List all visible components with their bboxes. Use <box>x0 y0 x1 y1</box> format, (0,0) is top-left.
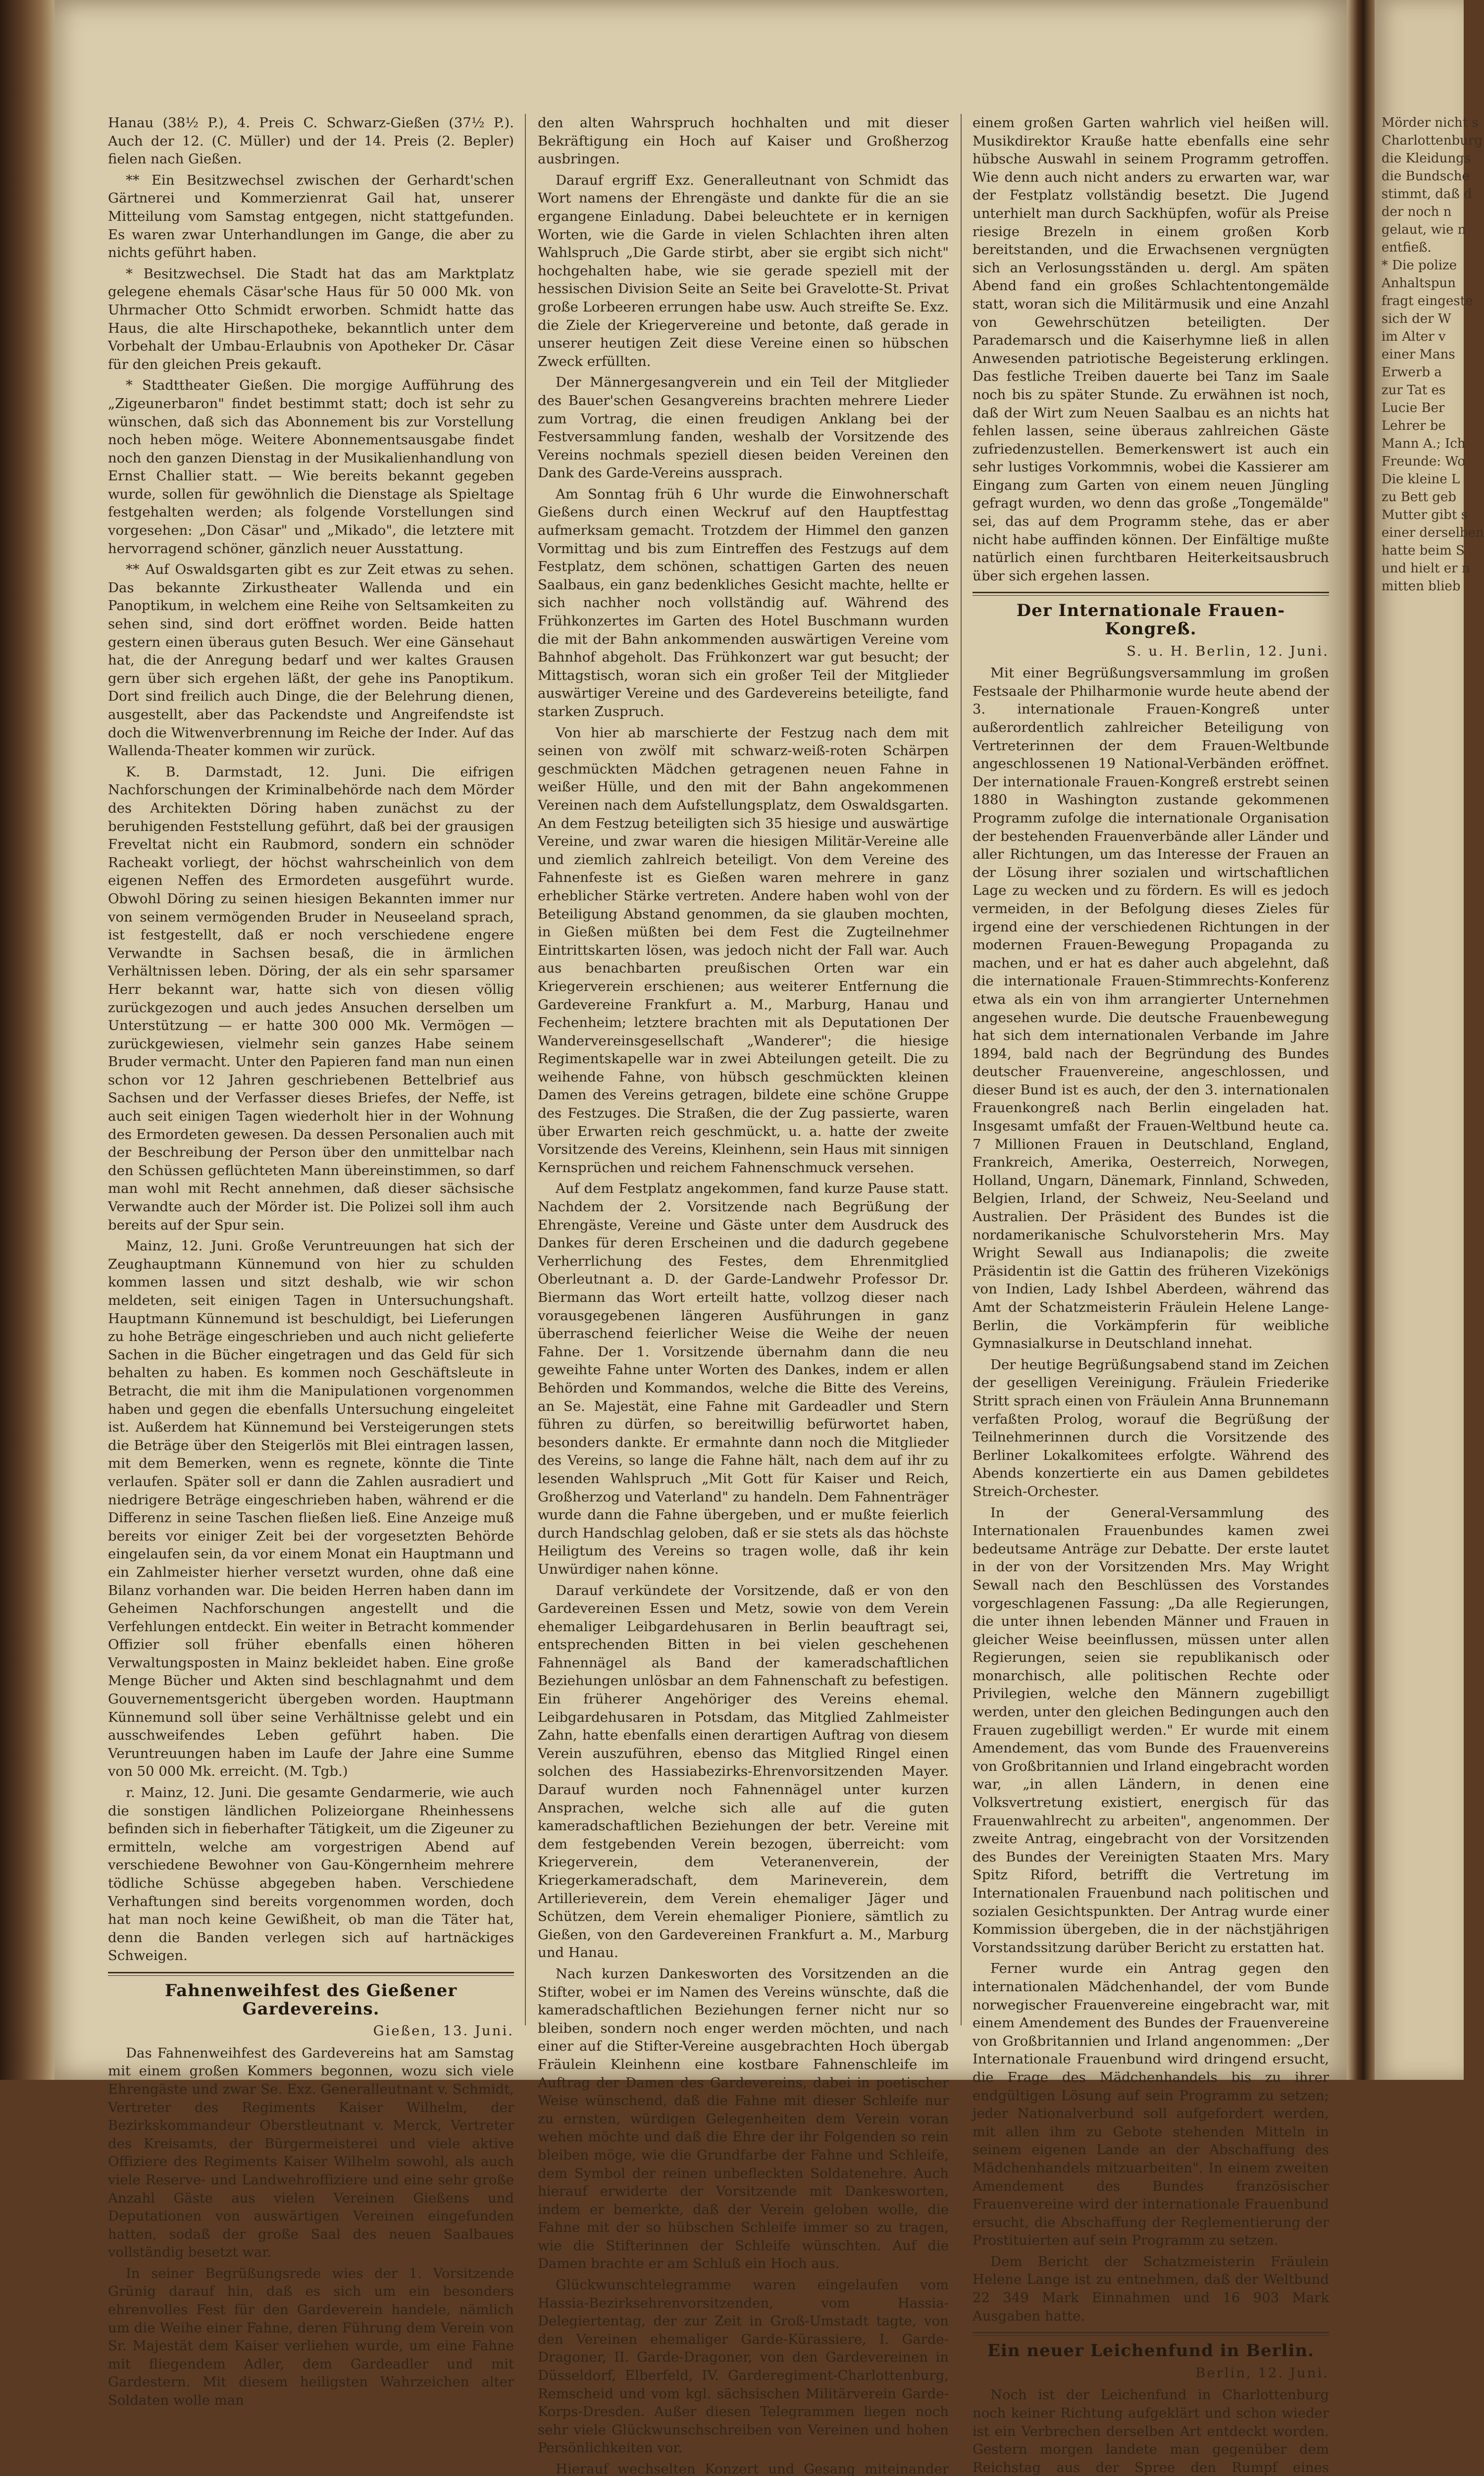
paragraph: Glückwunschtelegramme waren eingelaufen vom Hassia-Bezirksehrenvorsitzenden, vom Hassia-Delegiertentag, der zur Zeit in Groß-Umstadt tagte, von den Vereinen ehemaliger Garde-Kürassiere, I. Garde-Dragoner, II. Garde-Dragoner, von den Gardevereinen in Düsseldorf, Elberfeld, IV. Garderegiment-Charlottenburg, Remscheid und vom kgl. sächsischen Militärverein Garde-Korps-Dresden. Außer diesen Telegrammen liegen noch sehr viele Glückwunschschreiben von Vereinen und hohen Persönlichkeiten vor. <box>538 2277 949 2456</box>
paragraph: K. B. Darmstadt, 12. Juni. Die eifrigen Nachforschungen der Kriminalbehörde nach dem Mörder des Architekten Döring haben zunächst zu der beruhigenden Feststellung geführt, daß bei der grausigen Freveltat nicht ein Raubmord, sondern ein schnöder Racheakt vorliegt, der höchst wahrscheinlich von dem eigenen Neffen des Ermordeten ausgeführt wurde. Obwohl Döring zu seinen hiesigen Bekannten immer nur von seinem vermögenden Bruder in Neuseeland sprach, ist festgestellt, daß er noch verschiedene engere Verwandte in Sachsen besaß, die in ärmlichen Verhältnissen leben. Döring, der als ein sehr sparsamer Herr bekannt war, hatte sich von diesen völlig zurückgezogen und auch jedes Ansuchen derselben um Unterstützung — er hatte 300 000 Mk. Vermögen — zurückgewiesen, vielmehr sein ganzes Habe seinem Bruder vermacht. Unter den Papieren fand man nun einen schon vor 12 Jahren geschriebenen Bettelbrief aus Sachsen und der Verfasser dieses Briefes, der Neffe, ist auch seit einigen Tagen wiederholt hier in der Wohnung des Ermordeten gewesen. Da dessen Personalien auch mit der Beschreibung der Person über den unmittelbar nach den Schüssen geflüchteten Mann übereinstimmen, so darf man wohl mit Recht annehmen, daß dieser sächsische Verwandte auch der Mörder ist. Die Polizei soll ihm auch bereits auf der Spur sein. <box>108 764 514 1233</box>
next-page-edge <box>1375 0 1484 2080</box>
paragraph: ** Ein Besitzwechsel zwischen der Gerhardt'schen Gärtnerei und Kommerzienrat Gail hat, unserer Mitteilung vom Samstag entgegen, nicht stattgefunden. Es waren zwar Unterhandlungen im Gange, die aber zu nichts geführt haben. <box>108 172 514 261</box>
next-page-line: Freunde: Wo <box>1382 454 1466 469</box>
paragraph: In seiner Begrüßungsrede wies der 1. Vorsitzende Grünig darauf hin, daß es sich um ein besonders ehrenvolles Fest für den Gardeverein handele, nämlich um die Weihe einer Fahne, deren Führung dem Verein von Sr. Majestät dem Kaiser verliehen wurde, um eine Fahne mit fliegendem Adler, dem Gardeadler und mit Gardestern. Mit diesem heiligsten Wahrzeichen alter Soldaten wolle man <box>108 2265 514 2409</box>
next-page-line: Mutter gibt s <box>1382 508 1468 522</box>
next-page-line: Erwerb a <box>1382 365 1442 380</box>
book-gutter <box>1347 0 1375 2080</box>
paragraph: Am Sonntag früh 6 Uhr wurde die Einwohnerschaft Gießens durch einen Weckruf auf den Hauptfesttag aufmerksam gemacht. Trotzdem der Himmel den ganzen Vormittag und bis zum Eintreffen des Festzugs auf dem Festplatz, dem schönen, schattigen Garten des neuen Saalbaus, ein ganz bedenkliches Gesicht machte, hellte er sich nachher noch vollständig auf. Während des Frühkonzertes im Garten des Hotel Buschmann wurden die mit der Bahn ankommenden auswärtigen Vereine vom Bahnhof abgeholt. Das Frühkonzert war gut besucht; der Mittagstisch, woran sich ein großer Teil der Mitglieder auswärtiger Vereine und des Gardevereins beteiligte, fand starken Zuspruch. <box>538 486 949 720</box>
paragraph: Der heutige Begrüßungsabend stand im Zeichen der geselligen Vereinigung. Fräulein Friederike Stritt sprach einen von Fräulein Anna Brunnemann verfaßten Prolog, worauf die Begrüßung der Teilnehmerinnen durch die Vorsitzende des Berliner Lokalkomitees erfolgte. Während des Abends konzertierte ein aus Damen gebildetes Streich-Orchester. <box>972 1356 1329 1499</box>
column-1 <box>108 114 514 2409</box>
paragraph: ** Auf Oswaldsgarten gibt es zur Zeit etwas zu sehen. Das bekannte Zirkustheater Wallenda und ein Panoptikum, in welchem eine Reihe von Seltsamkeiten zu sehen sind, sind dort eröffnet worden. Beide hatten gestern einen überaus guten Besuch. Wer eine Gänsehaut hat, die der Anregung bedarf und wer kaltes Grausen gern über sich ergehen läßt, der gehe ins Panoptikum. Dort sind freilich auch Dinge, die der Belehrung dienen, ausgestellt, aber das Packendste und Angreifendste ist doch die Witwenverbrennung im Reiche der Inder. Auf das Wallenda-Theater kommen wir zurück. <box>108 562 514 759</box>
paragraph: Mainz, 12. Juni. Große Veruntreuungen hat sich der Zeughauptmann Künnemund von hier zu schulden kommen lassen und sitzt deshalb, wie wir schon meldeten, seit einigen Tagen in Untersuchungshaft. Hauptmann Künnemund ist beschuldigt, bei Lieferungen zu hohe Beträge eingeschrieben und auch nicht gelieferte Sachen in die Bücher eingetragen und das Geld für sich behalten zu haben. Es kommen noch Geschäftsleute in Betracht, die mit ihm die Manipulationen vorgenommen haben und gegen die ebenfalls Untersuchung eingeleitet ist. Außerdem hat Künnemund bei Versteigerungen stets die Beträge über den Steigerlös mit Blei eintragen lassen, mit dem Bemerken, wenn es regnete, könnte die Tinte verlaufen. Später soll er dann die Zahlen ausradiert und niedrigere Beträge eingeschrieben haben, während er die Differenz in seine Taschen fließen ließ. Eine Anzeige muß bereits vor einiger Zeit bei der vorgesetzten Behörde eingelaufen sein, da vor einem Monat ein Hauptmann und ein Zahlmeister hierher versetzt wurden, ohne daß eine Bilanz vorhanden war. Die beiden Herren haben dann im Geheimen Nachforschungen angestellt und die Verfehlungen entdeckt. Ein weiter in Betracht kommender Offizier soll früher ebenfalls einen höheren Verwaltungsposten in Mainz bekleidet haben. Eine große Menge Bücher und Akten sind beschlagnahmt und dem Gouvernementsgericht übergeben worden. Hauptmann Künnemund soll über seine Verhältnisse gelebt und ein ausschweifendes Leben geführt haben. Die Veruntreuungen haben im Laufe der Jahre eine Summe von 50 000 Mk. erreicht. (M. Tgb.) <box>108 1238 514 1780</box>
section-divider <box>972 592 1329 593</box>
paragraph: * Stadttheater Gießen. Die morgige Aufführung des „Zigeunerbaron" findet bestimmt statt; doch ist sehr zu wünschen, daß sich das Abonnement bis zur Vorstellung noch heben möge. Weitere Abonnementsausgabe findet noch den ganzen Dienstag in der Musikalienhandlung von Ernst Challier statt. — Wie bereits bekannt gegeben wurde, sollen für gewöhnlich die Dienstage als Spieltage festgehalten werden; als folgende Vorstellungen sind vorgesehen: „Don Cäsar" und „Mikado", die letztere mit hervorragend schöner, gänzlich neuer Ausstattung. <box>108 377 514 557</box>
next-page-line: zu Bett geb <box>1382 490 1457 505</box>
next-page-line: entfieß. <box>1382 240 1432 255</box>
article-dateline: S. u. H. Berlin, 12. Juni. <box>1126 643 1329 659</box>
next-page-line: fragt eingeste <box>1382 294 1473 309</box>
paragraph: In der General-Versammlung des Internationalen Frauenbundes kamen zwei bedeutsame Anträge zur Debatte. Der erste lautet in der von der Vorsitzenden Mrs. May Wright Sewall nach den Beschlüssen des Vorstandes vorgeschlagenen Fassung: „Da alle Regierungen, die unter ihnen lebenden Männer und Frauen in gleicher Weise beeinflussen, müssen unter allen Regierungen, seien sie republikanisch oder monarchisch, alle politischen Rechte oder Privilegien, welche den Männern zugebilligt werden, unter den gleichen Bedingungen auch den Frauen zugebilligt werden." Er wurde mit einem Amendement, das vom Bunde des Frauenvereins von Großbritannien und Irland eingebracht worden war, „in allen Ländern, in denen eine Volksvertretung existiert, energisch für das Frauenwahlrecht zu arbeiten", angenommen. Der zweite Antrag, eingebracht von der Vorsitzenden des Bundes der Vereinigten Staaten Mrs. Mary Spitz Riford, betrifft die Vertretung im Internationalen Frauenbund nach politischen und sozialen Gesichtspunkten. Der Antrag wurde einer Kommission übergeben, die in der nächstjährigen Vorstandssitzung darüber Bericht zu erstatten hat. <box>972 1504 1329 1956</box>
next-page-line: Mann A.; Ich <box>1382 436 1466 451</box>
section-divider <box>972 2332 1329 2333</box>
article-headline: Fahnenweihfest des Gießener Gardevereins. <box>164 1980 458 2019</box>
article-dateline: Gießen, 13. Juni. <box>373 2023 514 2039</box>
next-page-line: im Alter v <box>1382 329 1446 344</box>
section-divider <box>972 595 1329 596</box>
next-page-line: Mörder nicht s <box>1382 115 1479 130</box>
next-page-line: hatte beim S <box>1382 543 1465 558</box>
next-page-line: einer Mans <box>1382 347 1455 362</box>
paragraph: Das Fahnenweihfest des Gardevereins hat am Samstag mit einem großen Kommers begonnen, wozu sich viele Ehrengäste und zwar Se. Exz. Generalleutnant v. Schmidt, Vertreter des Regiments Kaiser Wilhelm, der Bezirkskommandeur Oberstleutnant v. Merck, Vertreter des Kreisamts, der Bürgermeisterei und viele aktive Offiziere des Regiments Kaiser Wilhelm sowohl, als auch viele Reserve- und Landwehroffiziere und eine sehr große Anzahl Gäste aus vielen Vereinen Gießens und Deputationen von auswärtigen Vereinen eingefunden hatten, sodaß der große Saal des neuen Saalbaues vollständig besetzt war. <box>108 2045 514 2261</box>
article-headline: Der Internationale Frauen-Kongreß. <box>1016 601 1285 639</box>
next-page-line: zur Tat es <box>1382 383 1446 398</box>
paragraph: Auf dem Festplatz angekommen, fand kurze Pause statt. Nachdem der 2. Vorsitzende nach Begrüßung der Ehrengäste, Vereine und Gäste unter dem Ausdruck des Dankes für deren Erscheinen und die dadurch gegebene Verherrlichung des Festes, dem Ehrenmitglied Oberleutnant a. D. der Garde-Landwehr Professor Dr. Biermann das Wort erteilt hatte, vollzog dieser nach vorausgegebenen längeren Ausführungen in ganz überraschend feierlicher Weise die Weihe der neuen Fahne. Der 1. Vorsitzende übernahm dann die neu geweihte Fahne unter Worten des Dankes, indem er allen Behörden und Kommandos, welche die Bitte des Vereins, an Se. Majestät, eine Fahne mit Gardeadler und Stern führen zu dürfen, so bereitwillig befürwortet haben, besonders dankte. Er ermahnte dann noch die Mitglieder des Vereins, so lange die Fahne hält, nach dem auf ihr zu lesenden Wahlspruch „Mit Gott für Kaiser und Reich, Großherzog und Vaterland" zu handeln. Dem Fahnenträger wurde dann die Fahne übergeben, und er mußte feierlich durch Handschlag geloben, daß er sie stets als das höchste Heiligtum des Vereins so tragen wolle, daß ihr kein Unwürdiger nahen könne. <box>538 1181 949 1577</box>
next-page-line: stimmt, daß d <box>1382 187 1472 202</box>
next-page-line: die Bundsche <box>1382 169 1470 184</box>
next-page-line: * Die polize <box>1382 258 1457 273</box>
paragraph: Ferner wurde ein Antrag gegen den internationalen Mädchenhandel, der vom Bunde norwegischer Frauenvereine eingebracht war, mit einem Amendement des Bundes der Frauenvereine von Großbritannien und Irland angenommen: „Der Internationale Frauenbund wird dringend ersucht, die Frage des Mädchenhandels bis zu ihrer endgültigen Lösung auf sein Programm zu setzen; jeder Nationalverbund soll aufgefordert werden, mit allen ihm zu Gebote stehenden Mitteln in seinem eigenen Lande an der Abschaffung des Mädchenhandels mitzuarbeiten". In einem zweiten Amendement des Bundes französischer Frauenvereine wird der internationale Frauenbund ersucht, die Abschaffung der Reglementierung der Prostituierten auf sein Programm zu setzen. <box>972 1960 1329 2249</box>
paragraph: den alten Wahrspruch hochhalten und mit dieser Bekräftigung ein Hoch auf Kaiser und Großherzog ausbringen. <box>538 115 949 167</box>
book-binding-left <box>0 0 54 2080</box>
paragraph: r. Mainz, 12. Juni. Die gesamte Gendarmerie, wie auch die sonstigen ländlichen Polizeiorgane Rheinhessens befinden sich in fieberhafter Tätigkeit, um die Zigeuner zu ermitteln, welche am vorgestrigen Abend auf verschiedene Bewohner von Gau-Köngernheim mehrere tödliche Schüsse abgegeben haben. Verschiedene Verhaftungen sind bereits vorgenommen worden, doch hat man noch keine Gewißheit, ob man die Täter hat, denn die Banden verlegen sich auf hartnäckiges Schweigen. <box>108 1785 514 1964</box>
next-page-line: und hielt er n <box>1382 561 1470 576</box>
section-divider <box>108 1972 514 1973</box>
paragraph: Nach kurzen Dankesworten des Vorsitzenden an die Stifter, wobei er im Namen des Vereins wünschte, daß die kameradschaftlichen Beziehungen ferner nicht nur so bleiben, sondern noch enger werden möchten, und nach einer auf die Stifter-Vereine ausgebrachten Hoch übergab Fräulein Kleinhenn eine kostbare Fahnenschleife im Auftrag der Damen des Gardevereins, dabei in poetischer Weise wünschend, daß die Fahne mit dieser Schleife nur zu ernsten, würdigen Gelegenheiten dem Verein voran wehen möchte und daß die Ehre der ihr Folgenden so rein bleiben möge, wie die Grundfarbe der Fahne und Schleife, dem Symbol der reinen unbefleckten Soldatenehre. Auch hierauf erwiderte der Vorsitzende mit Dankesworten, indem er bemerkte, daß der Verein geloben wolle, die Fahne mit der so hübschen Schleife immer so zu tragen, wie die Stifterinnen der Schleife wünschten. Auf die Damen brachte er am Schluß ein Hoch aus. <box>538 1965 949 2272</box>
next-page-line: Lucie Ber <box>1382 401 1445 415</box>
column-2 <box>538 114 949 2476</box>
paragraph: * Besitzwechsel. Die Stadt hat das am Marktplatz gelegene ehemals Cäsar'sche Haus für 50 000 Mk. von Uhrmacher Otto Schmidt erworben. Schmidt hatte das Haus, die alte Hirschapotheke, bekanntlich unter dem Vorbehalt der Umbau-Erlaubnis von Apotheker Dr. Cäsar für den gleichen Preis gekauft. <box>108 265 514 372</box>
next-page-line: gelaut, wie n <box>1382 222 1466 237</box>
paragraph: Darauf ergriff Exz. Generalleutnant von Schmidt das Wort namens der Ehrengäste und dankte für die an sie ergangene Einladung. Dabei beleuchtete er in kernigen Worten, wie die Garde in vielen Schlachten ihren alten Wahlspruch „Die Garde stirbt, aber sie ergibt sich nicht" hochgehalten habe, wie sie gerade speziell mit der hessischen Division Seite an Seite bei Gravelotte-St. Privat große Lorbeeren errungen habe usw. Auch streifte Se. Exz. die Ziele der Kriegervereine und betonte, daß gerade in unserer heutigen Zeit diese Vereine einen so hübschen Zweck erfüllten. <box>538 172 949 369</box>
next-page-line: Die kleine L <box>1382 472 1460 487</box>
next-page-line: sich der W <box>1382 311 1451 326</box>
paragraph: Hanau (38½ P.), 4. Preis C. Schwarz-Gießen (37½ P.). Auch der 12. (C. Müller) und der 14. Preis (2. Bepler) fielen nach Gießen. <box>108 115 514 167</box>
next-page-line: die Kleidungs <box>1382 151 1471 166</box>
column-rule <box>961 114 962 2025</box>
paragraph: Der Männergesangverein und ein Teil der Mitglieder des Bauer'schen Gesangvereins brachten mehrere Lieder zum Vortrag, die einen freudigen Anklang bei der Festversammlung fanden, weshalb der Vorsitzende des Vereins nochmals speziell diesen beiden Vereinen den Dank des Garde-Vereins aussprach. <box>538 374 949 481</box>
next-page-line: Charlottenburg <box>1382 133 1483 148</box>
article-headline: Ein neuer Leichenfund in Berlin. <box>987 2341 1314 2361</box>
article-dateline: Berlin, 12. Juni. <box>1195 2365 1329 2381</box>
next-page-line: mitten blieb <box>1382 579 1461 594</box>
next-page-line: einer derselben <box>1382 525 1484 540</box>
next-page-line: Lehrer be <box>1382 418 1446 433</box>
section-divider <box>972 2335 1329 2336</box>
paragraph: Mit einer Begrüßungsversammlung im großen Festsaale der Philharmonie wurde heute abend der 3. internationale Frauen-Kongreß unter außerordentlich zahlreicher Beteiligung von Vertreterinnen der dem Frauen-Weltbunde angeschlossenen 19 National-Verbänden eröffnet. Der internationale Frauen-Kongreß erstrebt seinen 1880 in Washington zustande gekommenen Programm zufolge die internationale Organisation der bestehenden Frauenverbände aller Länder und aller Richtungen, um das Interesse der Frauen an der Lösung ihrer sozialen und wirtschaftlichen Lage zu wecken und zu fördern. Es will es jedoch vermeiden, in der Befolgung dieses Zieles für irgend eine der verschiedenen Richtungen in der modernen Frauen-Bewegung Propaganda zu machen, und er hat es daher auch abgelehnt, daß die internationale Frauen-Stimmrechts-Konferenz etwa als ein von ihm arrangierter Unternehmen angesehen wurde. Die deutsche Frauenbewegung hat sich dem internationalen Verbande im Jahre 1894, bald nach der Begründung des Bundes deutscher Frauenvereine, angeschlossen, und dieser Bund ist es auch, der den 3. internationalen Frauenkongreß nach Berlin eingeladen hat. Insgesamt umfaßt der Frauen-Weltbund heute ca. 7 Millionen Frauen in Deutschland, England, Frankreich, Amerika, Oesterreich, Norwegen, Holland, Ungarn, Dänemark, Finnland, Schweden, Belgien, Irland, der Schweiz, Neu-Seeland und Australien. Der Präsident des Bundes ist die nordamerikanische Schulvorsteherin Mrs. May Wright Sewall aus Indianapolis; die zweite Präsidentin ist die Gattin des früheren Vizekönigs von Indien, Lady Ishbel Aberdeen, während das Amt der Schatzmeisterin Fräulein Helene Lange-Berlin, die Vorkämpferin für weibliche Gymnasialkurse in Deutschland innehat. <box>972 665 1329 1352</box>
next-page-line: Anhaltspun <box>1382 276 1456 291</box>
paragraph: Darauf verkündete der Vorsitzende, daß er von den Gardevereinen Essen und Metz, sowie von dem Verein ehemaliger Leibgardehusaren in Berlin beauftragt sei, entsprechenden Bitten in bei vielen geschehenen Fahnennägel als Band der kameradschaftlichen Beziehungen unlösbar an dem Fahnenschaft zu befestigen. Ein früherer Angehöriger des Vereins ehemal. Leibgardehusaren in Potsdam, das Mitglied Zahlmeister Zahn, hatte ebenfalls einen derartigen Auftrag von diesem Verein auszuführen, ebenso das Mitglied Ringel einen solchen des Hassiabezirks-Ehrenvorsitzenden Mayer. Darauf wurden noch Fahnennägel unter kurzen Ansprachen, welche sich alle auf die guten kameradschaftlichen Beziehungen der betr. Vereine mit dem festgebenden Verein bezogen, überreicht: vom Kriegerverein, dem Veteranenverein, der Kriegerkameradschaft, dem Marineverein, dem Artillerieverein, dem Verein ehemaliger Jäger und Schützen, dem Verein ehemaliger Pioniere, sämtlich zu Gießen, von den Gardevereinen Frankfurt a. M., Marburg und Hanau. <box>538 1582 949 1961</box>
paragraph: einem großen Garten wahrlich viel heißen will. Musikdirektor Krauße hatte ebenfalls eine sehr hübsche Auswahl in seinem Programm getroffen. Wie denn auch nicht anders zu erwarten war, war der Festplatz vollständig besetzt. Die Jugend unterhielt man durch Sackhüpfen, wofür als Preise riesige Brezeln in einem großen Korb bereitstanden, und die Erwachsenen vergnügten sich an Verlosungsständen u. dergl. Am späten Abend fand ein großes Schlachtentongemälde statt, woran sich die Militärmusik und eine Anzahl von Gewehrschützen beteiligten. Der Parademarsch und die Kaiserhymne ließ in allen Anwesenden patriotische Begeisterung erklingen. Das festliche Treiben dauerte bei Tanz im Saale noch bis zu später Stunde. Zu erwähnen ist noch, daß der Wirt zum Neuen Saalbau es an nichts hat fehlen lassen, seine überaus zahlreichen Gäste zufriedenzustellen. Bemerkenswert ist auch ein sehr lustiges Vorkommnis, wobei die Kassierer am Eingang zum Garten von einem neuen Jüngling gefragt wurden, wo denn das große „Tongemälde" sei, das auf dem Programm stehe, das er aber nicht habe auffinden können. Der Einfältige mußte natürlich einen furchtbaren Heiterkeitsausbruch über sich ergehen lassen. <box>972 115 1329 584</box>
paragraph: Von hier ab marschierte der Festzug nach dem mit seinen von zwölf mit schwarz-weiß-roten Schärpen geschmückten Mädchen getragenen neuen Fahne in weißer Hülle, und den mit der Bahn angekommenen Vereinen nach dem Aufstellungsplatz, dem Oswaldsgarten. An dem Festzug beteiligten sich 35 hiesige und auswärtige Vereine, und zwar waren die hiesigen Militär-Vereine alle und ziemlich zahlreich beteiligt. Von dem Vereine des Fahnenfeste ist es Gießen waren mehrere in ganz erheblicher Stärke vertreten. Andere haben wohl von der Beteiligung Abstand genommen, da sie glauben mochten, in Gießen müßten bei dem Fest die Zugteilnehmer Eintrittskarten lösen, was jedoch nicht der Fall war. Auch aus benachbarten preußischen Orten war ein Kriegerverein erschienen; aus weiterer Entfernung die Gardevereine Frankfurt a. M., Marburg, Hanau und Fechenheim; letztere brachten mit als Deputationen Der Wandervereinsgesellschaft „Wanderer"; die hiesige Regimentskapelle war in zwei Abteilungen geteilt. Die zu weihende Fahne, von hübsch geschmückten kleinen Damen des Vereins getragen, bildete eine schöne Gruppe des Festzuges. Die Straßen, die der Zug passierte, waren über Erwarten reich geschmückt, u. a. hatte der zweite Vorsitzende des Vereins, Kleinhenn, sein Haus mit sinnigen Kernsprüchen und reichem Fahnenschmuck versehen. <box>538 724 949 1176</box>
paragraph: Dem Bericht der Schatzmeisterin Fräulein Helene Lange ist zu entnehmen, daß der Weltbund 22 349 Mark Einnahmen und 16 903 Mark Ausgaben hatte. <box>972 2253 1329 2324</box>
column-rule <box>525 114 526 2025</box>
next-page-line: der noch n <box>1382 205 1452 219</box>
paragraph: Noch ist der Leichenfund in Charlottenburg noch keiner Richtung aufgeklärt und schon wieder ist ein Verbrechen derselben Art entdeckt worden. Gestern morgen landete man gegenüber dem Reichstag aus der Spree den Rumpf eines <box>972 2387 1329 2476</box>
paragraph: Hierauf wechselten Konzert und Gesang miteinander <box>556 2461 949 2476</box>
column-3 <box>972 114 1329 2476</box>
section-divider <box>108 1975 514 1976</box>
